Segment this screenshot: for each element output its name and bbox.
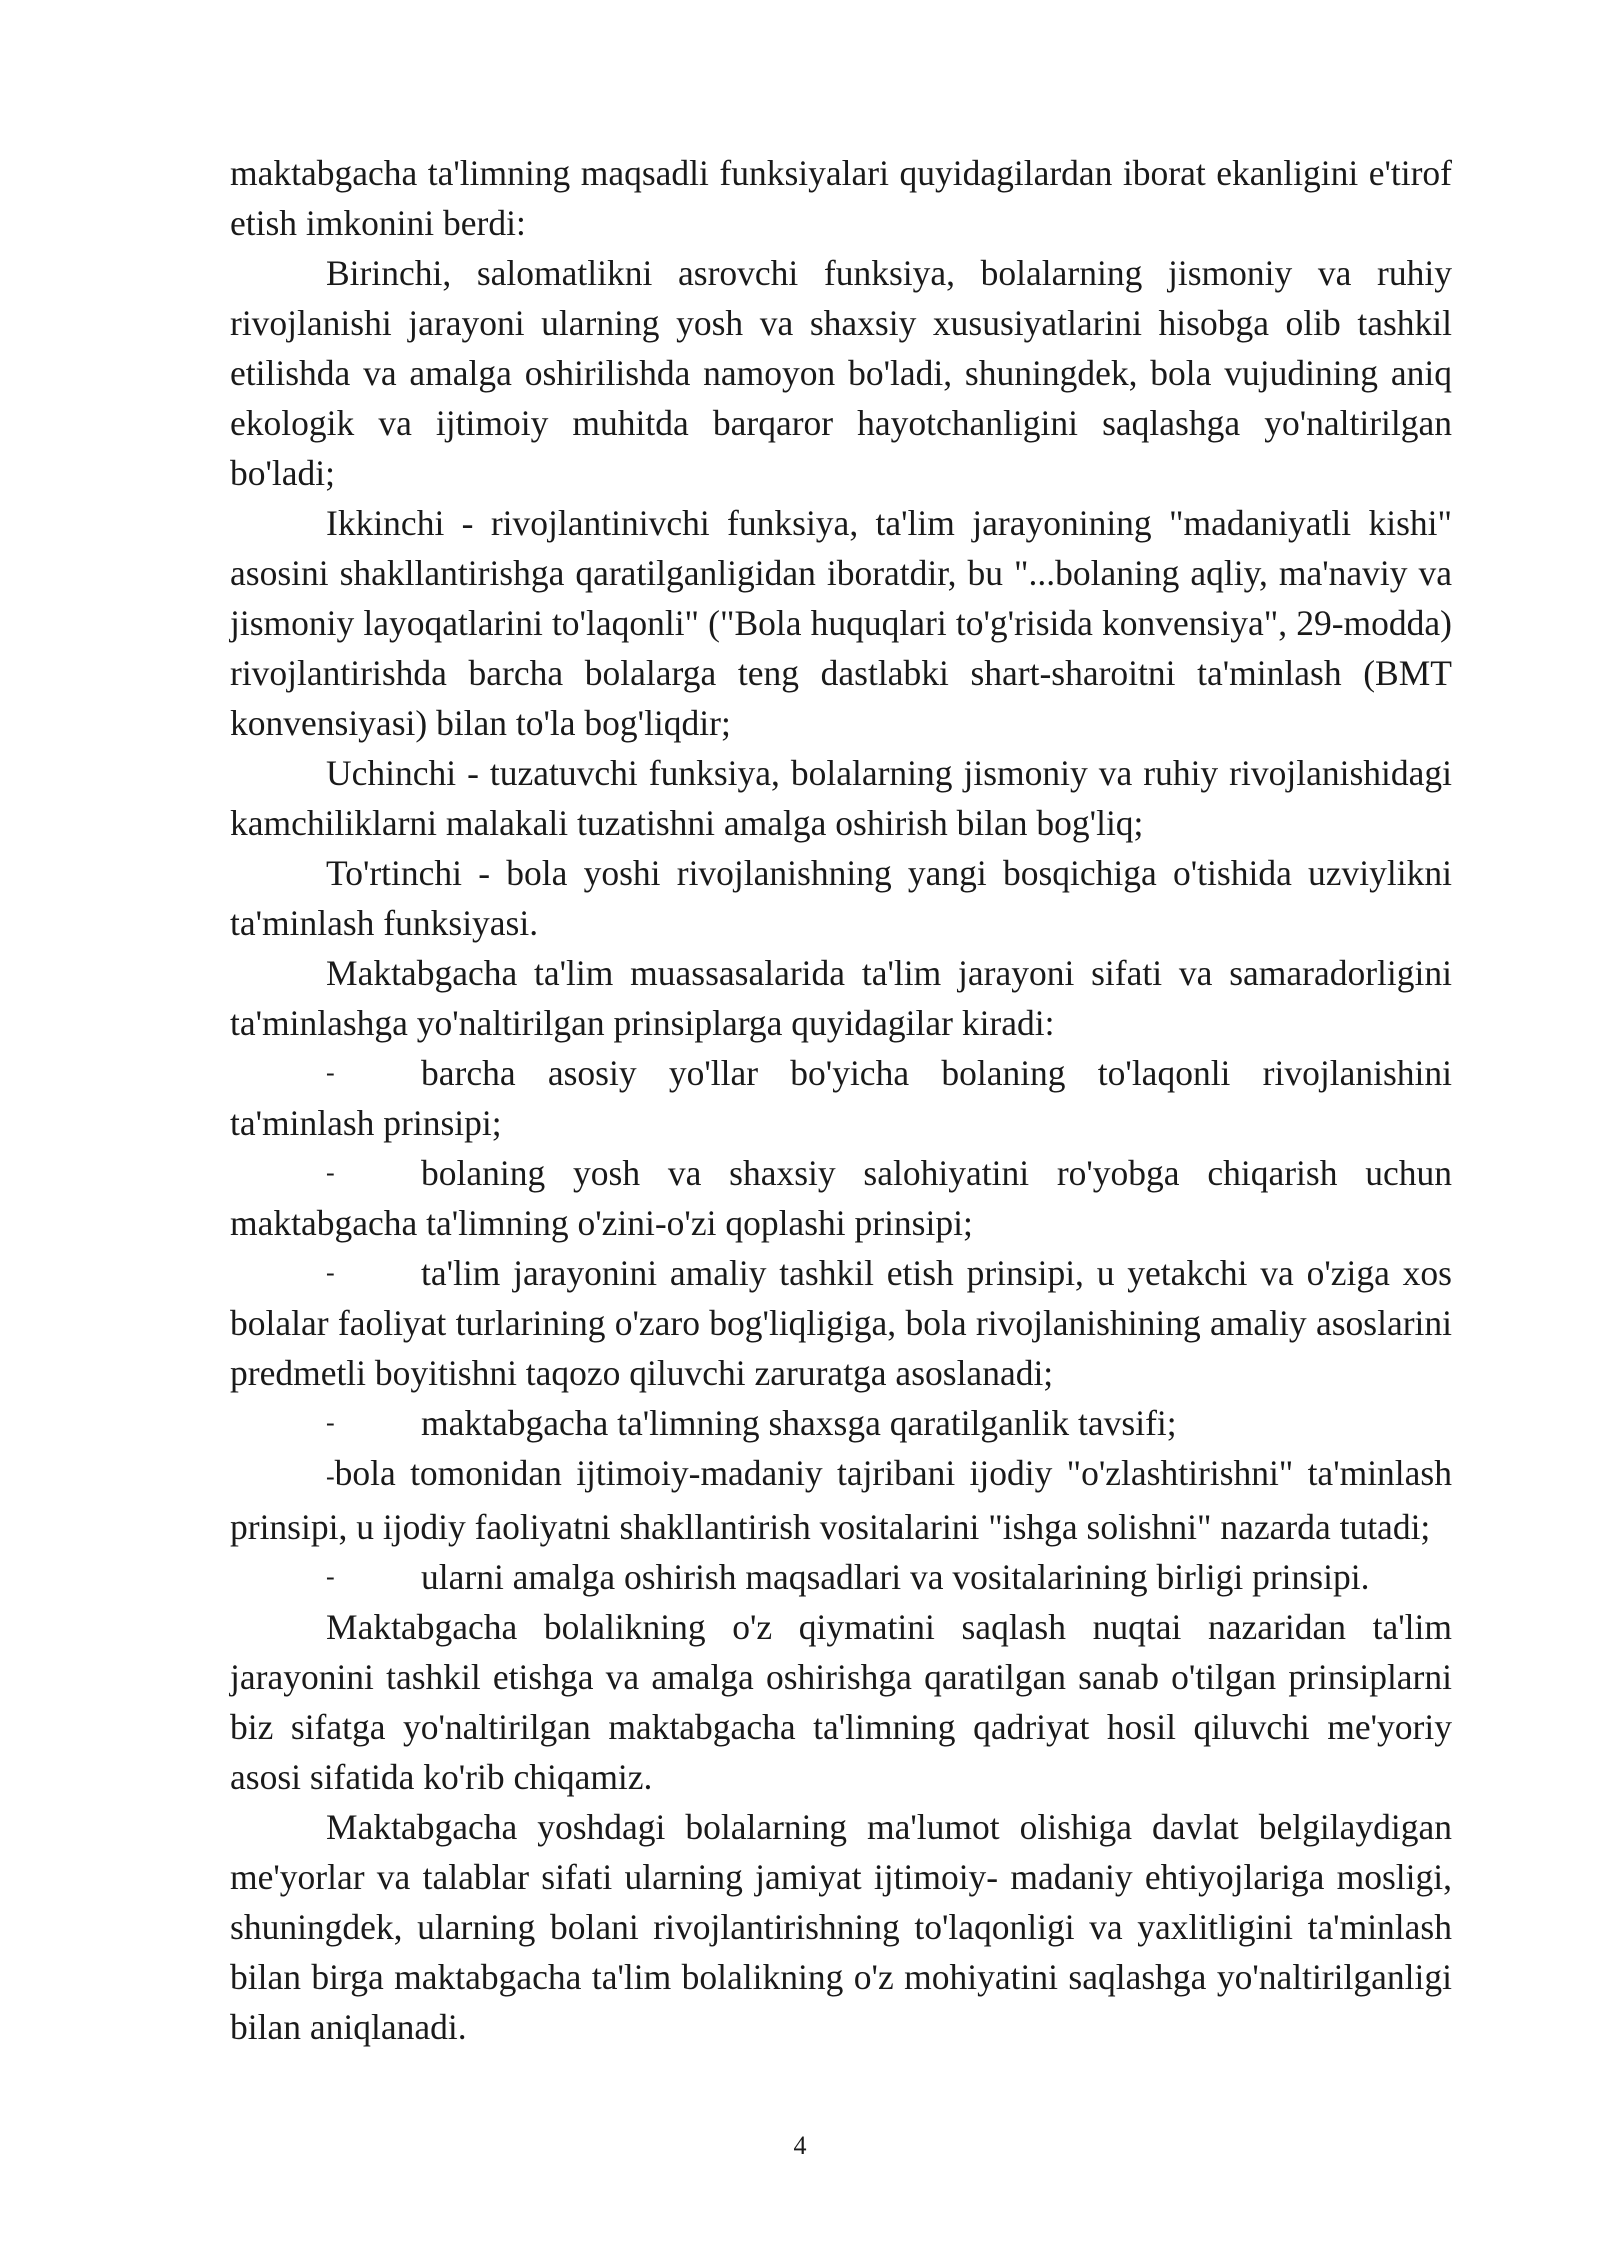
list-item-text: bola tomonidan ijtimoiy-madaniy tajribani ijodiy "o'zlashtirishni" ta'minlash prinsipi, u ijodiy faoliyatni shakllantirish vositalarini "ishga solishni" nazarda tutadi; (230, 1453, 1452, 1547)
list-item-text: bolaning yosh va shaxsiy salohiyatini ro'yobga chiqarish uchun maktabgacha ta'limning o'zini-o'zi qoplashi prinsipi; (230, 1153, 1452, 1243)
paragraph-fourth-function: To'rtinchi - bola yoshi rivojlanishning yangi bosqichiga o'tishida uzviylikni ta'minlash funksiyasi. (230, 853, 1452, 943)
list-dash: - (326, 1462, 335, 1491)
list-item-text: ularni amalga oshirish maqsadlari va vositalarining birligi prinsipi. (421, 1557, 1370, 1597)
list-item (230, 1398, 1452, 1448)
list-dash: - (326, 1258, 335, 1287)
paragraph-second-function: Ikkinchi - rivojlantinivchi funksiya, ta'lim jarayonining "madaniyatli kishi" asosini shakllantirishga qaratilganligidan iboratdir, bu "...bolaning aqliy, ma'naviy va jismoniy layoqatlarini to'laqonli" ("Bola huquqlari to'g'risida konvensiya", 29-modda) rivojlantirishda barcha bolalarga teng dastlabki shart-sharoitni ta'minlash (BMT konvensiyasi) bilan to'la bog'liqdir; (230, 503, 1452, 743)
paragraph-principles-intro: Maktabgacha ta'lim muassasalarida ta'lim jarayoni sifati va samaradorligini ta'minlashga yo'naltirilgan prinsiplarga quyidagilar kiradi: (230, 953, 1452, 1043)
paragraph-intro: maktabgacha ta'limning maqsadli funksiyalari quyidagilardan iborat ekanligini e'tirof etish imkonini berdi: (230, 153, 1452, 243)
list-item-text: maktabgacha ta'limning shaxsga qaratilganlik tavsifi; (421, 1403, 1177, 1443)
list-item-text: ta'lim jarayonini amaliy tashkil etish prinsipi, u yetakchi va o'ziga xos bolalar faoliyat turlarining o'zaro bog'liqligiga, bola rivojlanishining amaliy asoslarini predmetli boyitishni taqozo qiluvchi zaruratga asoslanadi; (230, 1253, 1452, 1393)
list-item-text: barcha asosiy yo'llar bo'yicha bolaning to'laqonli rivojlanishini ta'minlash prinsipi; (230, 1053, 1452, 1143)
list-dash: - (326, 1408, 335, 1437)
list-item (230, 1248, 1452, 1398)
list-dash: - (326, 1562, 335, 1591)
paragraph-standards: Maktabgacha yoshdagi bolalarning ma'lumot olishiga davlat belgilaydigan me'yorlar va talablar sifati ularning jamiyat ijtimoiy- madaniy ehtiyojlariga mosligi, shuningdek, ularning bolani rivojlantirishning to'laqonligi va yaxlitligini ta'minlash bilan birga maktabgacha ta'lim bolalikning o'z mohiyatini saqlashga yo'naltirilganligi bilan aniqlanadi. (230, 1807, 1452, 2047)
list-item (230, 1552, 1452, 1602)
document-page (230, 148, 1452, 2052)
paragraph-conclusion: Maktabgacha bolalikning o'z qiymatini saqlash nuqtai nazaridan ta'lim jarayonini tashkil etishga va amalga oshirishga qaratilgan sanab o'tilgan prinsiplarni biz sifatga yo'naltirilgan maktabgacha ta'limning qadriyat hosil qiluvchi me'yoriy asosi sifatida ko'rib chiqamiz. (230, 1607, 1452, 1797)
list-dash: - (326, 1058, 335, 1087)
list-item (230, 1048, 1452, 1148)
paragraph-third-function: Uchinchi - tuzatuvchi funksiya, bolalarning jismoniy va ruhiy rivojlanishidagi kamchiliklarni malakali tuzatishni amalga oshirish bilan bog'liq; (230, 753, 1452, 843)
page-number: 4 (793, 2131, 807, 2160)
list-item (230, 1448, 1452, 1552)
list-item (230, 1148, 1452, 1248)
paragraph-first-function: Birinchi, salomatlikni asrovchi funksiya, bolalarning jismoniy va ruhiy rivojlanishi jarayoni ularning yosh va shaxsiy xususiyatlarini hisobga olib tashkil etilishda va amalga oshirilishda namoyon bo'ladi, shuningdek, bola vujudining aniq ekologik va ijtimoiy muhitda barqaror hayotchanligini saqlashga yo'naltirilgan bo'ladi; (230, 253, 1452, 493)
list-dash: - (326, 1158, 335, 1187)
